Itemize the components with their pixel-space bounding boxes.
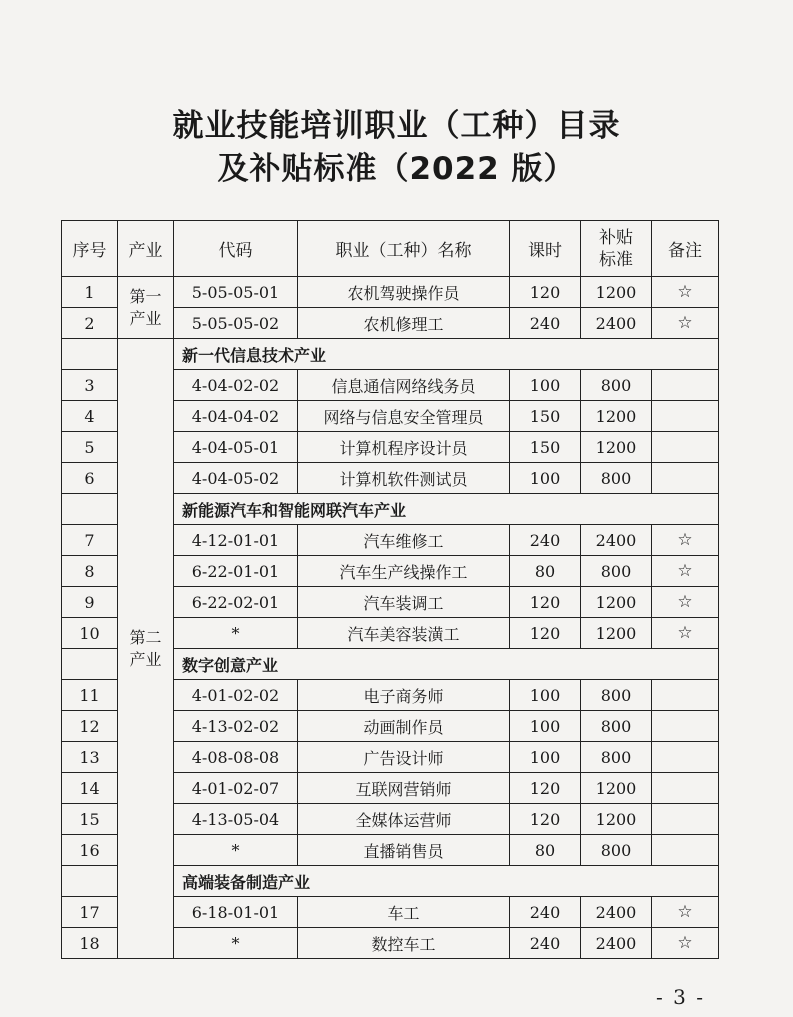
- row-subsidy: 1200: [581, 804, 652, 835]
- row-hours: 240: [510, 525, 581, 556]
- row-name: 信息通信网络线务员: [298, 370, 510, 401]
- row-hours: 120: [510, 587, 581, 618]
- row-note: ☆: [652, 618, 719, 649]
- row-name: 数控车工: [298, 928, 510, 959]
- row-subsidy: 1200: [581, 618, 652, 649]
- row-subsidy: 2400: [581, 525, 652, 556]
- row-code: 4-12-01-01: [174, 525, 298, 556]
- row-seq: 16: [62, 835, 118, 866]
- section-title-digital: 数字创意产业: [174, 649, 719, 680]
- row-name: 直播销售员: [298, 835, 510, 866]
- row-note: ☆: [652, 556, 719, 587]
- row-seq: 17: [62, 897, 118, 928]
- page-title-line1: 就业技能培训职业（工种）目录: [172, 108, 621, 144]
- row-code: 4-13-05-04: [174, 804, 298, 835]
- row-name: 计算机软件测试员: [298, 463, 510, 494]
- row-note: [652, 680, 719, 711]
- page-number: - 3 -: [656, 985, 705, 1009]
- row-code: 4-13-02-02: [174, 711, 298, 742]
- table-row: [62, 277, 719, 308]
- row-note: ☆: [652, 897, 719, 928]
- row-code: *: [174, 928, 298, 959]
- row-hours: 100: [510, 711, 581, 742]
- row-code: 4-01-02-07: [174, 773, 298, 804]
- row-code: 4-04-02-02: [174, 370, 298, 401]
- row-seq: 6: [62, 463, 118, 494]
- header-seq: 序号: [62, 221, 118, 277]
- row-name: 汽车装调工: [298, 587, 510, 618]
- row-name: 全媒体运营师: [298, 804, 510, 835]
- row-subsidy: 1200: [581, 401, 652, 432]
- row-hours: 150: [510, 432, 581, 463]
- row-seq: 3: [62, 370, 118, 401]
- row-subsidy: 800: [581, 742, 652, 773]
- row-hours: 120: [510, 804, 581, 835]
- row-name: 车工: [298, 897, 510, 928]
- row-hours: 240: [510, 308, 581, 339]
- row-hours: 100: [510, 742, 581, 773]
- row-hours: 80: [510, 835, 581, 866]
- row-seq: 11: [62, 680, 118, 711]
- industry-primary: [118, 277, 174, 339]
- row-seq: 9: [62, 587, 118, 618]
- row-subsidy: 1200: [581, 773, 652, 804]
- section-title-equip: 高端装备制造产业: [174, 866, 719, 897]
- industry-primary-l1: 第一: [129, 286, 162, 306]
- section-seq-empty: [62, 494, 118, 525]
- row-subsidy: 1200: [581, 432, 652, 463]
- row-seq: 15: [62, 804, 118, 835]
- row-name: 农机修理工: [298, 308, 510, 339]
- row-subsidy: 2400: [581, 928, 652, 959]
- row-name: 汽车生产线操作工: [298, 556, 510, 587]
- row-hours: 120: [510, 618, 581, 649]
- row-subsidy: 800: [581, 370, 652, 401]
- occupation-table: [61, 220, 719, 959]
- section-row-it: [62, 339, 719, 370]
- row-code: 5-05-05-02: [174, 308, 298, 339]
- row-note: ☆: [652, 928, 719, 959]
- row-code: *: [174, 835, 298, 866]
- row-subsidy: 2400: [581, 308, 652, 339]
- industry-secondary: [118, 339, 174, 959]
- row-seq: 10: [62, 618, 118, 649]
- row-code: 4-08-08-08: [174, 742, 298, 773]
- row-seq: 18: [62, 928, 118, 959]
- row-seq: 1: [62, 277, 118, 308]
- row-seq: 4: [62, 401, 118, 432]
- row-subsidy: 800: [581, 711, 652, 742]
- row-subsidy: 1200: [581, 587, 652, 618]
- row-subsidy: 800: [581, 680, 652, 711]
- row-note: [652, 773, 719, 804]
- header-hours: 课时: [510, 221, 581, 277]
- row-seq: 14: [62, 773, 118, 804]
- row-code: 6-22-02-01: [174, 587, 298, 618]
- section-title-auto: 新能源汽车和智能网联汽车产业: [174, 494, 719, 525]
- page-title-line2: 及补贴标准（2022 版）: [217, 151, 576, 187]
- row-hours: 120: [510, 773, 581, 804]
- row-name: 汽车美容装潢工: [298, 618, 510, 649]
- row-code: 6-22-01-01: [174, 556, 298, 587]
- row-code: *: [174, 618, 298, 649]
- row-hours: 120: [510, 277, 581, 308]
- industry-secondary-l1: 第二: [129, 627, 162, 647]
- row-seq: 13: [62, 742, 118, 773]
- industry-primary-l2: 产业: [129, 308, 162, 328]
- row-code: 4-04-05-01: [174, 432, 298, 463]
- row-seq: 5: [62, 432, 118, 463]
- row-hours: 150: [510, 401, 581, 432]
- row-note: [652, 804, 719, 835]
- row-name: 动画制作员: [298, 711, 510, 742]
- row-note: [652, 432, 719, 463]
- row-note: [652, 742, 719, 773]
- row-note: [652, 370, 719, 401]
- row-hours: 80: [510, 556, 581, 587]
- row-note: [652, 835, 719, 866]
- row-name: 农机驾驶操作员: [298, 277, 510, 308]
- row-code: 4-04-04-02: [174, 401, 298, 432]
- header-subsidy: [581, 221, 652, 277]
- row-seq: 2: [62, 308, 118, 339]
- section-seq-empty: [62, 649, 118, 680]
- row-code: 4-01-02-02: [174, 680, 298, 711]
- header-note: 备注: [652, 221, 719, 277]
- row-hours: 100: [510, 463, 581, 494]
- header-subsidy-l2: 标准: [599, 249, 633, 270]
- section-seq-empty: [62, 866, 118, 897]
- row-subsidy: 800: [581, 835, 652, 866]
- row-name: 互联网营销师: [298, 773, 510, 804]
- row-name: 汽车维修工: [298, 525, 510, 556]
- section-seq-empty: [62, 339, 118, 370]
- header-industry: 产业: [118, 221, 174, 277]
- row-note: [652, 463, 719, 494]
- row-hours: 240: [510, 897, 581, 928]
- row-hours: 100: [510, 680, 581, 711]
- row-subsidy: 800: [581, 556, 652, 587]
- row-seq: 7: [62, 525, 118, 556]
- row-hours: 240: [510, 928, 581, 959]
- header-code: 代码: [174, 221, 298, 277]
- row-name: 广告设计师: [298, 742, 510, 773]
- row-subsidy: 2400: [581, 897, 652, 928]
- row-name: 电子商务师: [298, 680, 510, 711]
- row-subsidy: 1200: [581, 277, 652, 308]
- row-seq: 12: [62, 711, 118, 742]
- row-note: [652, 711, 719, 742]
- row-note: ☆: [652, 525, 719, 556]
- row-subsidy: 800: [581, 463, 652, 494]
- row-name: 网络与信息安全管理员: [298, 401, 510, 432]
- row-code: 6-18-01-01: [174, 897, 298, 928]
- header-row: [62, 221, 719, 277]
- row-hours: 100: [510, 370, 581, 401]
- row-code: 5-05-05-01: [174, 277, 298, 308]
- row-code: 4-04-05-02: [174, 463, 298, 494]
- row-note: ☆: [652, 277, 719, 308]
- row-name: 计算机程序设计员: [298, 432, 510, 463]
- header-name: 职业（工种）名称: [298, 221, 510, 277]
- row-note: ☆: [652, 308, 719, 339]
- row-note: [652, 401, 719, 432]
- section-title-it: 新一代信息技术产业: [174, 339, 719, 370]
- row-note: ☆: [652, 587, 719, 618]
- industry-secondary-l2: 产业: [129, 649, 162, 669]
- header-subsidy-l1: 补贴: [599, 227, 633, 248]
- row-seq: 8: [62, 556, 118, 587]
